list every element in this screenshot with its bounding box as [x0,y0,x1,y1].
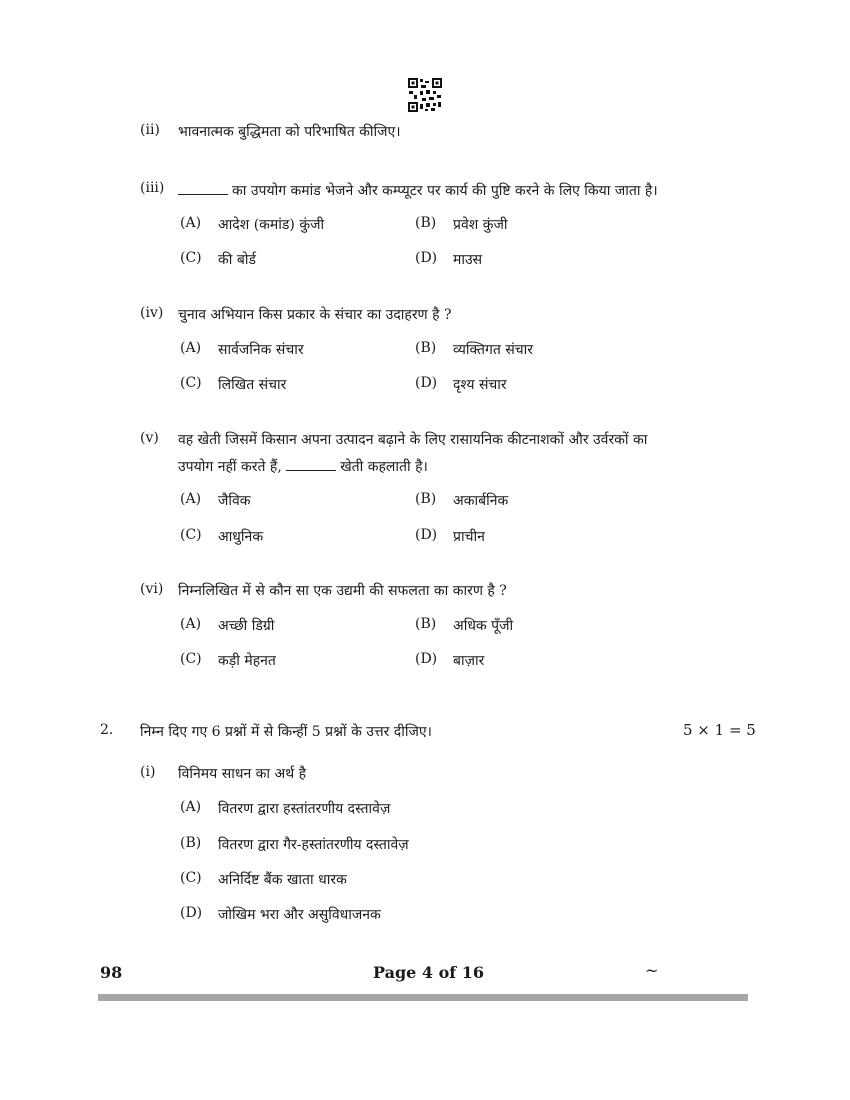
option-letter: (B) [415,491,437,507]
question-text: विनिमय साधन का अर्थ है [178,766,307,782]
question-text: चुनाव अभियान किस प्रकार के संचार का उदाहरण है ? [178,307,452,323]
question-text: निम्न दिए गए 6 प्रश्नों में से किन्हीं 5 प्रश्नों के उत्तर दीजिए। [140,724,432,740]
option-text: लिखित संचार [218,377,287,393]
question-number: (vi) [140,581,164,597]
question-text: उपयोग नहीं करते हैं, खेती कहलाती है। [178,456,428,476]
option-letter: (A) [180,340,202,356]
option-letter: (C) [180,870,202,886]
option-text: सार्वजनिक संचार [218,342,304,358]
qr-code-icon [408,78,442,112]
option-text: प्राचीन [453,529,485,545]
option-text: अच्छी डिग्री [218,618,275,634]
question-number: (i) [140,764,156,780]
option-text: अनिर्दिष्ट बैंक खाता धारक [218,872,347,888]
question-number: (iii) [140,180,165,196]
option-text: माउस [453,252,483,268]
option-letter: (A) [180,799,202,815]
option-letter: (C) [180,375,202,391]
question-number: (ii) [140,122,160,138]
footer-rule [98,994,748,1001]
option-letter: (A) [180,215,202,231]
option-text: वितरण द्वारा हस्तांतरणीय दस्तावेज़ [218,801,391,817]
question-text: वह खेती जिसमें किसान अपना उत्पादन बढ़ाने के लिए रासायनिक कीटनाशकों और उर्वरकों का [178,432,648,448]
option-text: जैविक [218,493,251,509]
paper-code: 98 [100,963,123,982]
option-text: की बोर्ड [218,252,256,268]
page-number: Page 4 of 16 [373,963,484,982]
option-letter: (D) [415,375,438,391]
option-letter: (C) [180,527,202,543]
option-letter: (D) [180,905,203,921]
question-text: का उपयोग कमांड भेजने और कम्प्यूटर पर कार्य की पुष्टि करने के लिए किया जाता है। [178,180,658,200]
option-letter: (C) [180,250,202,266]
footer-mark: ~ [645,961,659,980]
option-letter: (B) [180,835,202,851]
option-letter: (A) [180,491,202,507]
option-letter: (D) [415,250,438,266]
option-text: जोखिम भरा और असुविधाजनक [218,907,381,923]
option-text: व्यक्तिगत संचार [453,342,534,358]
option-letter: (A) [180,616,202,632]
option-text: आधुनिक [218,529,264,545]
option-letter: (B) [415,340,437,356]
option-letter: (D) [415,527,438,543]
question-number: (v) [140,430,159,446]
answer-blank [178,180,228,195]
option-letter: (D) [415,651,438,667]
question-number: (iv) [140,305,164,321]
question-number: 2. [100,722,114,738]
question-text: निम्नलिखित में से कौन सा एक उद्यमी की सफलता का कारण है ? [178,583,507,599]
marks-allocation: 5 × 1 = 5 [683,721,756,739]
option-letter: (B) [415,215,437,231]
option-text: अधिक पूँजी [453,618,514,634]
option-text: कड़ी मेहनत [218,653,276,669]
question-text: भावनात्मक बुद्धिमता को परिभाषित कीजिए। [178,124,401,140]
option-text: प्रवेश कुंजी [453,217,508,233]
option-text: बाज़ार [453,653,485,669]
option-letter: (B) [415,616,437,632]
option-text: दृश्य संचार [453,377,507,393]
answer-blank [286,456,336,471]
option-text: वितरण द्वारा गैर-हस्तांतरणीय दस्तावेज़ [218,837,409,853]
option-text: आदेश (कमांड) कुंजी [218,217,325,233]
option-text: अकार्बनिक [453,493,509,509]
option-letter: (C) [180,651,202,667]
